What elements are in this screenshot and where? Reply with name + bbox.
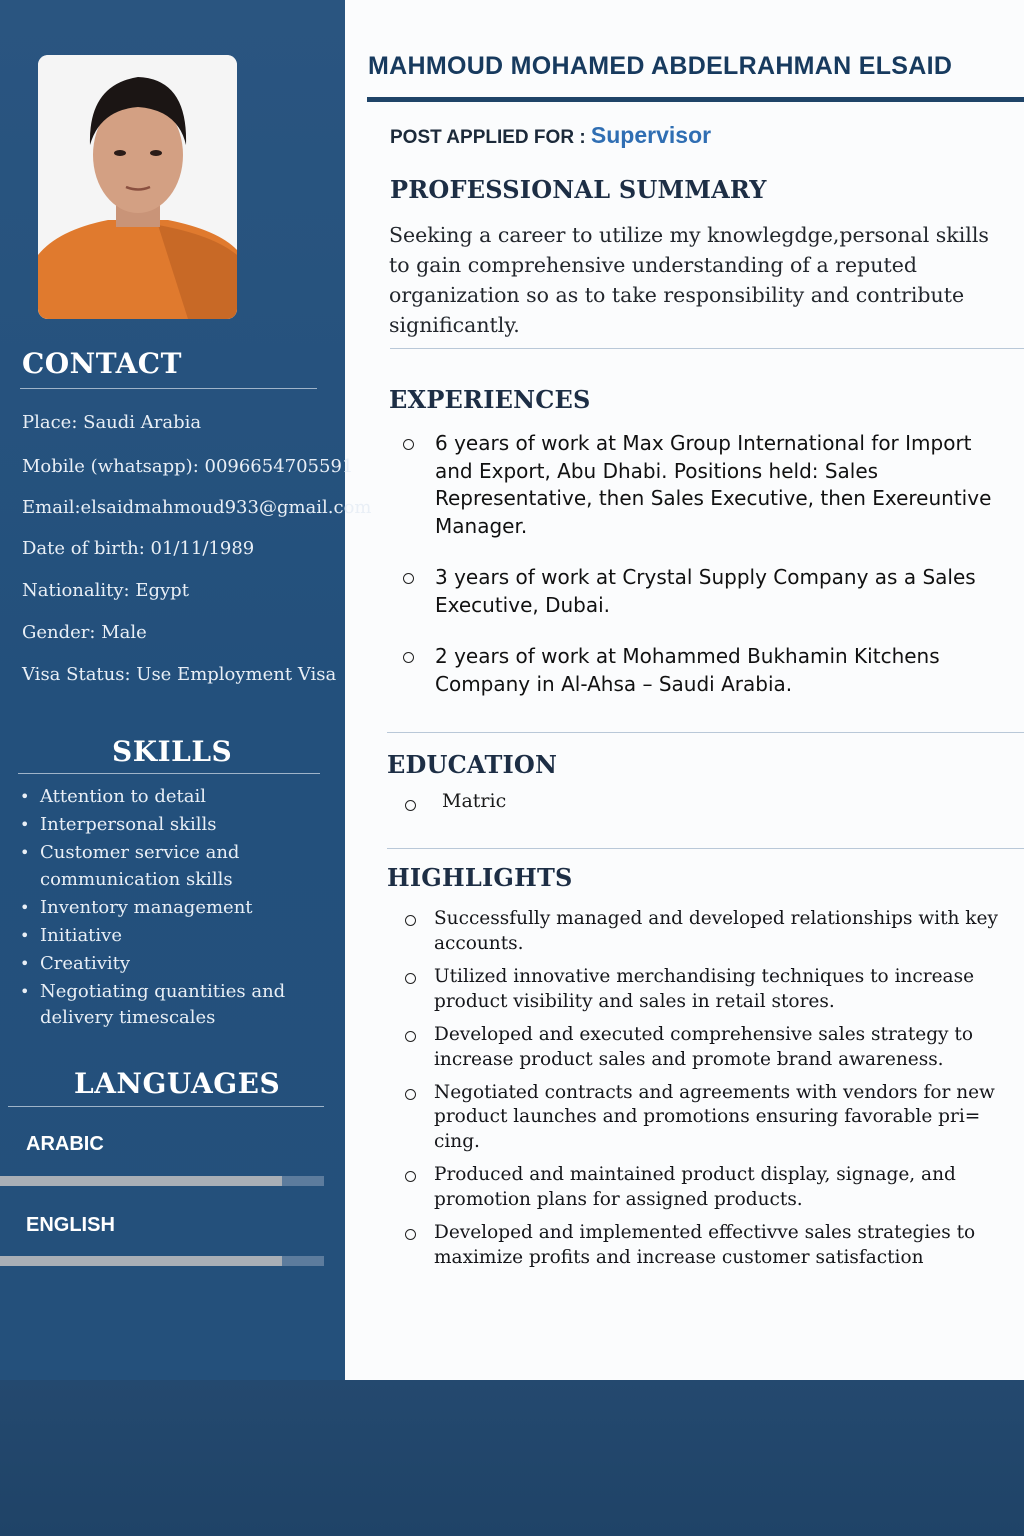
contact-visa: Visa Status: Use Employment Visa (22, 664, 337, 685)
contact-heading: CONTACT (22, 347, 182, 380)
list-item: • Initiative (18, 923, 338, 950)
language-arabic-bar (0, 1176, 324, 1186)
skills-list (18, 784, 338, 1033)
contact-nationality: Nationality: Egypt (22, 580, 189, 601)
bullet-icon: • (20, 981, 30, 1001)
contact-email: Email:elsaidmahmoud933@gmail.com (22, 497, 372, 518)
list-item: • Interpersonal skills (18, 812, 338, 839)
list-item: • Inventory management (18, 895, 338, 922)
circle-bullet-icon (403, 573, 414, 584)
list-item: Utilized innovative merchandising techniques to increase product visibility and sales in retail stores. (402, 965, 1002, 1014)
list-item: Negotiated contracts and agreements with vendors for new product launches and promotions ensuring favorable pri= cing. (402, 1081, 1002, 1155)
list-item: 3 years of work at Crystal Supply Company as a Sales Executive, Dubai. (400, 564, 980, 619)
portrait-illustration (38, 55, 237, 319)
contact-mobile: Mobile (whatsapp): 0096654705591 (22, 456, 354, 477)
circle-bullet-icon (403, 652, 414, 663)
circle-bullet-icon (405, 1229, 416, 1240)
bullet-icon: • (20, 925, 30, 945)
name-divider (367, 97, 1024, 102)
post-label: POST APPLIED FOR : (390, 127, 591, 148)
bullet-icon: • (20, 843, 30, 862)
circle-bullet-icon (405, 915, 416, 926)
highlights-list (402, 907, 1002, 1279)
experiences-heading: EXPERIENCES (389, 385, 591, 414)
footer-band (0, 1380, 1024, 1536)
highlights-heading: HIGHLIGHTS (387, 863, 573, 892)
language-arabic-label: ARABIC (26, 1133, 104, 1155)
skills-divider (18, 773, 320, 774)
bullet-icon: • (20, 953, 30, 973)
circle-bullet-icon (405, 1031, 416, 1042)
circle-bullet-icon (405, 973, 416, 984)
contact-place: Place: Saudi Arabia (22, 412, 202, 433)
circle-bullet-icon (405, 800, 416, 811)
candidate-name: MAHMOUD MOHAMED ABDELRAHMAN ELSAID (368, 52, 953, 80)
list-item: • Negotiating quantities and delivery timescales (20, 980, 286, 1028)
contact-gender: Gender: Male (22, 622, 147, 643)
post-applied (390, 122, 711, 149)
list-item: • Customer service and communication skills (20, 842, 240, 890)
list-item: Developed and executed comprehensive sales strategy to increase product sales and promote brand awareness. (402, 1023, 1002, 1072)
bullet-icon: • (20, 897, 30, 917)
summary-divider (390, 348, 1024, 349)
list-item: 2 years of work at Mohammed Bukhamin Kitchens Company in Al-Ahsa – Saudi Arabia. (400, 643, 960, 698)
list-item: • Creativity (18, 951, 338, 978)
profile-photo (38, 55, 237, 319)
language-arabic-fill (0, 1176, 282, 1186)
list-item: 6 years of work at Max Group International for Import and Export, Abu Dhabi. Positions held: Sales Representative, then Sales Executive, then Exereuntive Manager. (400, 430, 1010, 540)
experiences-divider (387, 732, 1024, 733)
list-item: Successfully managed and developed relationships with key accounts. (402, 907, 1002, 956)
experiences-list (400, 430, 1010, 722)
post-value: Supervisor (590, 122, 712, 148)
skills-heading: SKILLS (112, 735, 233, 768)
education-heading: EDUCATION (387, 750, 558, 779)
contact-divider (20, 388, 317, 389)
language-english-fill (0, 1256, 282, 1266)
languages-heading: LANGUAGES (74, 1067, 281, 1100)
education-divider (387, 848, 1024, 849)
summary-text: Seeking a career to utilize my knowlegdge,personal skills to gain comprehensive understanding of a reputed organization so as to take responsibility and contribute significantly. (389, 223, 989, 337)
list-item: • Attention to detail (18, 784, 338, 811)
bullet-icon: • (20, 815, 30, 834)
list-item: Developed and implemented effectivve sales strategies to maximize profits and increase customer satisfaction (402, 1221, 1002, 1270)
languages-divider (8, 1106, 324, 1107)
circle-bullet-icon (405, 1171, 416, 1182)
contact-dob: Date of birth: 01/11/1989 (22, 538, 255, 559)
bullet-icon: • (20, 787, 30, 806)
summary-heading: PROFESSIONAL SUMMARY (390, 175, 767, 204)
circle-bullet-icon (403, 439, 414, 450)
language-english-label: ENGLISH (26, 1214, 115, 1236)
circle-bullet-icon (405, 1089, 416, 1100)
language-english-bar (0, 1256, 324, 1266)
list-item: Produced and maintained product display, signage, and promotion plans for assigned products. (402, 1163, 1002, 1212)
list-item: Matric (402, 790, 506, 812)
